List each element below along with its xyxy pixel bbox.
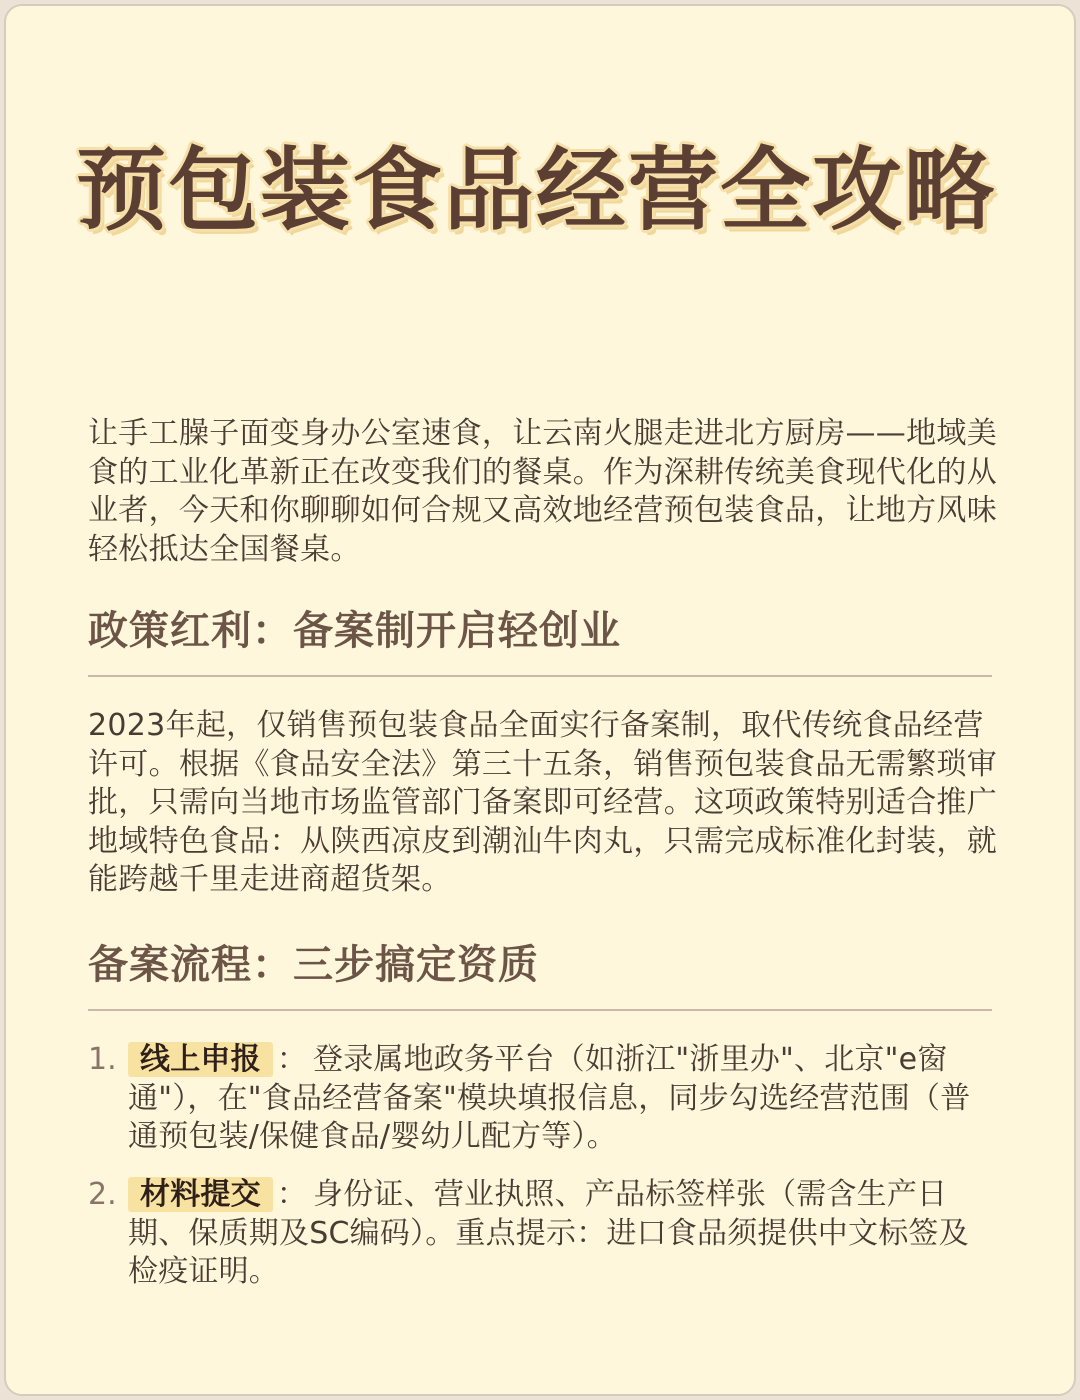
policy-paragraph: 2023年起，仅销售预包装食品全面实行备案制，取代传统食品经营许可。根据《食品安全法》第三十五条，销售预包装食品无需繁琐审批，只需向当地市场监管部门备案即可经营。这项政策特别适合推广地域特色食品：从陕西凉皮到潮汕牛肉丸，只需完成标准化封装，就能跨越千里走进商超货架。 bbox=[88, 708, 997, 897]
step-text bbox=[128, 1041, 992, 1157]
step-description: 身份证、营业执照、产品标签样张（需含生产日期、保质期及SC编码）。重点提示：进口食品须提供中文标签及检疫证明。 bbox=[128, 1177, 969, 1289]
step-description: 登录属地政务平台（如浙江"浙里办"、北京"e窗通"），在"食品经营备案"模块填报信息，同步勾选经营范围（普通预包装/保健食品/婴幼儿配方等）。 bbox=[128, 1042, 971, 1154]
step-text bbox=[128, 1176, 992, 1292]
section-heading-process: 备案流程：三步搞定资质 bbox=[88, 942, 539, 988]
step-number: 2. bbox=[88, 1177, 117, 1212]
step-colon: ： bbox=[276, 1177, 308, 1212]
section-heading-policy: 政策红利：备案制开启轻创业 bbox=[88, 608, 621, 654]
step-label-highlight: 线上申报 bbox=[128, 1042, 273, 1077]
step-label-highlight: 材料提交 bbox=[128, 1177, 273, 1212]
section-divider bbox=[88, 1009, 992, 1011]
page-title: 预包装食品经营全攻略 bbox=[76, 138, 996, 243]
step-number: 1. bbox=[88, 1042, 117, 1077]
step-colon: ： bbox=[276, 1042, 308, 1077]
section-divider bbox=[88, 675, 992, 677]
intro-paragraph: 让手工臊子面变身办公室速食，让云南火腿走进北方厨房——地域美食的工业化革新正在改变我们的餐桌。作为深耕传统美食现代化的从业者，今天和你聊聊如何合规又高效地经营预包装食品，让地方风味轻松抵达全国餐桌。 bbox=[88, 416, 997, 567]
